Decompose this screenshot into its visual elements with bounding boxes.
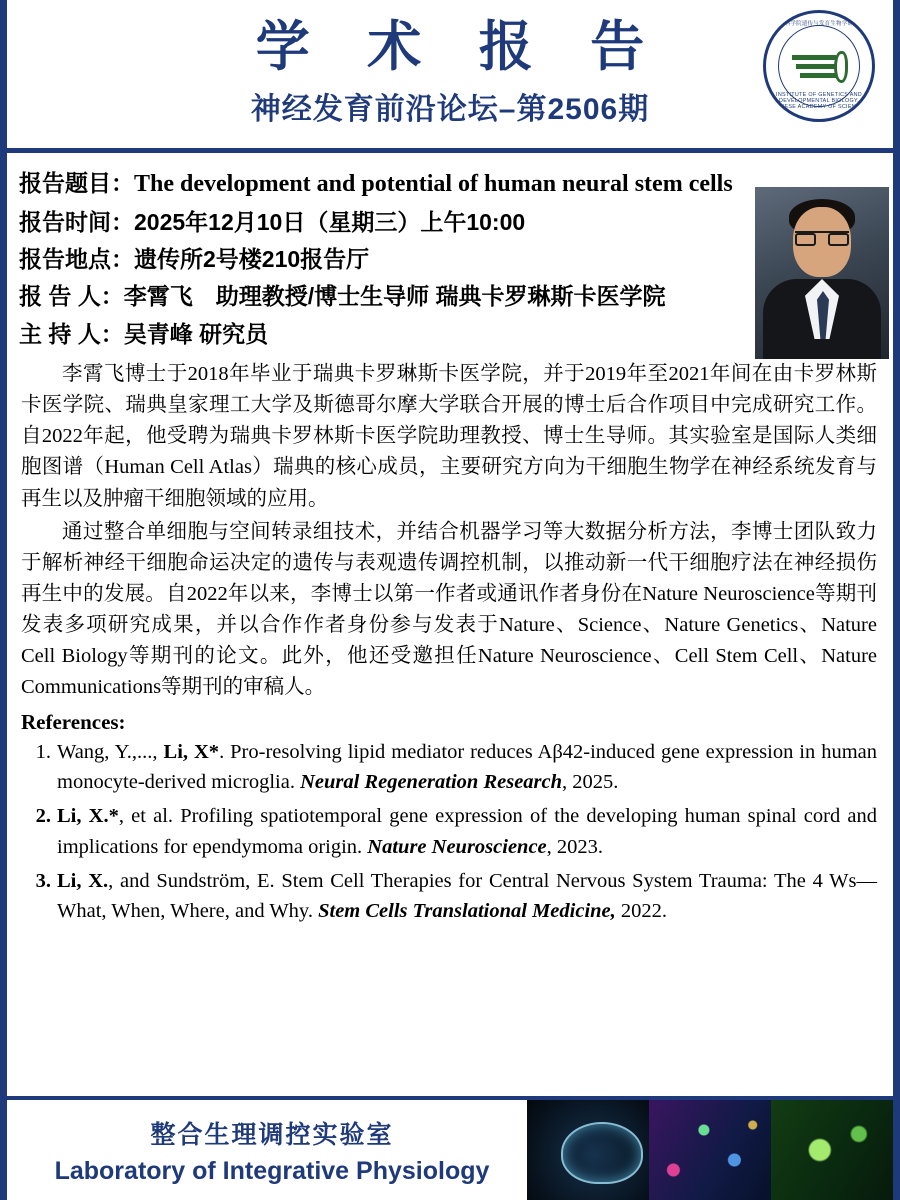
forum-subtitle: 神经发育前沿论坛–第2506期 [250,93,650,127]
reference-authors-bold: Li, X. [57,869,109,892]
reference-text: . Pro-resolving lipid mediator reduces Aβ42-induced gene expression in human monocyte-derived microglia. [57,740,877,794]
host-label: 主 持 人： [19,320,124,347]
brain-image-panel [527,1100,649,1200]
info-row-topic [19,165,877,204]
speaker-value: 李霄飞 助理教授/博士生导师 瑞典卡罗琳斯卡医学院 [123,283,666,310]
poster-header [7,0,893,153]
lab-name-cn: 整合生理调控实验室 [150,1120,394,1149]
reference-authors-bold: Li, X* [163,740,220,763]
info-row-host [19,316,877,353]
speaker-label: 报 告 人： [19,283,124,310]
references-list [7,737,893,928]
references-title: References: [21,709,126,734]
reference-year: , 2025. [562,771,619,794]
reference-year: 2022. [615,900,668,923]
bio-paragraph-2: 通过整合单细胞与空间转录组技术，并结合机器学习等大数据分析方法，李博士团队致力于解析神经干细胞命运决定的遗传与表观遗传调控机制，以推动新一代干细胞疗法在神经损伤再生中的发展。自2022年以来，李博士以第一作者或通讯作者身份在Nature Neuroscience等期刊发表多项研究成果，并以合作作者身份参与发表于Nature、Science、Nature Genetics、Nature Cell Biology等期刊的论文。此外，他还受邀担任Nature Neuroscience、Cell Stem Cell、Nature Communications等期刊的审稿人。 [21,520,877,699]
place-label: 报告地点： [19,246,134,273]
info-row-place [19,241,877,278]
logo-emblem-icon [790,51,850,85]
lab-name-en: Laboratory of Integrative Physiology [54,1156,490,1185]
speaker-portrait [755,187,889,359]
reference-authors-bold: Li, X.* [57,805,119,828]
speaker-bio [7,353,893,704]
institute-logo-icon [763,10,875,122]
info-row-time [19,204,877,241]
reference-journal: Neural Regeneration Research [300,771,563,794]
reference-text: , and Sundström, E. Stem Cell Therapies for Central Nervous System Trauma: The 4 Ws—What, When, Where, and Why. [57,869,877,923]
page-title: 学 术 报 告 [255,17,667,77]
host-value: 吴青峰 研究员 [123,320,269,347]
lab-names [7,1115,527,1186]
reference-authors-plain: Wang, Y.,..., [57,740,164,763]
neuron-network-image-panel [649,1100,771,1200]
reference-text: , et al. Profiling spatiotemporal gene expression of the developing human spinal cord and implications for ependymoma origin. [57,805,877,858]
talk-info [7,153,893,353]
logo-ring-text-cn: 中国科学院遗传与发育生物学研究所 [773,21,865,27]
reference-number: 2. [35,805,51,828]
reference-journal: Nature Neuroscience [367,835,547,858]
list-item [35,737,877,799]
list-item [35,866,877,928]
reference-year: , 2023. [546,835,604,858]
time-value: 2025年12月10日（星期三）上午10:00 [134,208,526,235]
time-label: 报告时间： [19,208,134,235]
poster-footer [7,1100,893,1200]
glasses-icon [795,231,849,246]
stained-neuron-image-panel [771,1100,893,1200]
place-value: 遗传所2号楼210报告厅 [134,246,370,273]
neuroscience-collage-image [527,1100,893,1200]
logo-ring-text-en: INSTITUTE OF GENETICS AND DEVELOPMENTAL BIOLOGY, CHINESE ACADEMY OF SCIENCES [770,92,868,111]
bio-paragraph-1: 李霄飞博士于2018年毕业于瑞典卡罗琳斯卡医学院，并于2019年至2021年间在由卡罗林斯卡医学院、瑞典皇家理工大学及斯德哥尔摩大学联合开展的博士后合作项目中完成研究工作。自2022年起，他受聘为瑞典卡罗林斯卡医学院助理教授、博士生导师。其实验室是国际人类细胞图谱（Human Cell Atlas）瑞典的核心成员，主要研究方向为干细胞生物学在神经系统发育与再生以及肿瘤干细胞领域的应用。 [21,362,877,510]
topic-value: The development and potential of human neural stem cells [134,171,733,197]
info-row-speaker [19,278,877,315]
list-item [35,801,877,863]
reference-number: 1. [35,740,51,763]
reference-number: 3. [35,869,51,892]
reference-journal: Stem Cells Translational Medicine, [318,900,616,923]
topic-label: 报告题目： [19,170,134,196]
